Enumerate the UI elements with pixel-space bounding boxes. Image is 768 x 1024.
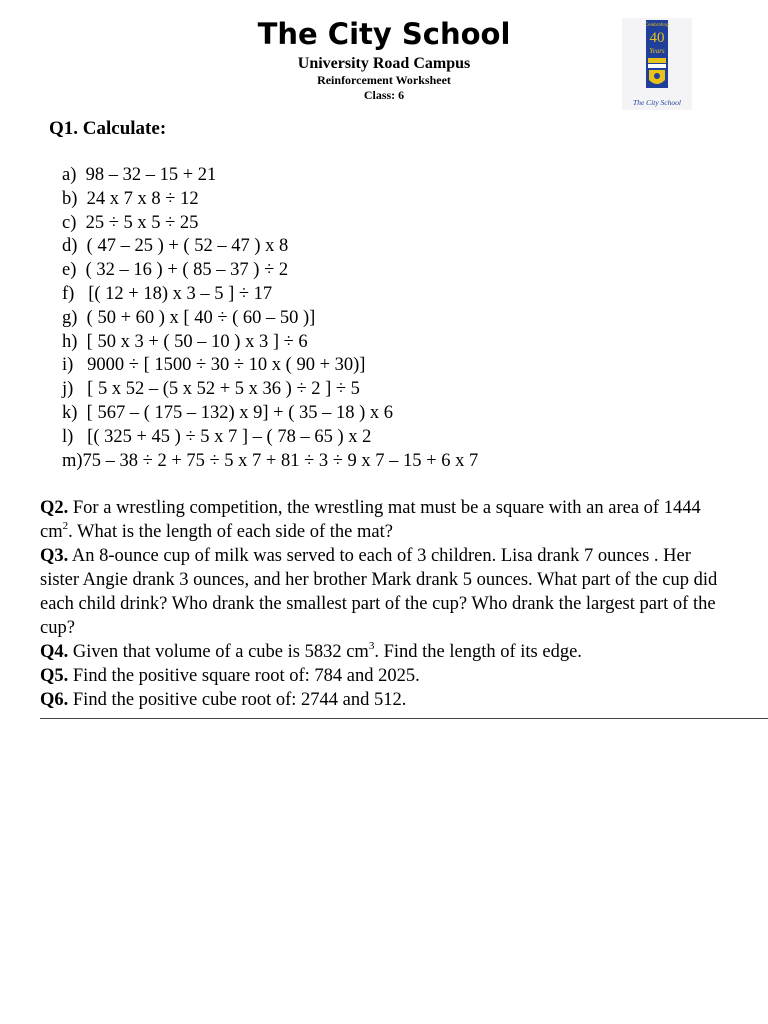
q1-item-g: g) ( 50 + 60 ) x [ 40 ÷ ( 60 – 50 )] [62, 307, 316, 328]
school-logo [622, 18, 692, 110]
q1-item-e: e) ( 32 – 16 ) + ( 85 – 37 ) ÷ 2 [62, 260, 289, 281]
divider-line [40, 718, 768, 719]
q4-text-a: Given that volume of a cube is 5832 cm [68, 642, 369, 662]
q2-paragraph [40, 496, 730, 544]
q4-paragraph [40, 640, 730, 664]
questions-section [40, 496, 730, 712]
q1-list [62, 164, 478, 473]
worksheet-title: Reinforcement Worksheet [317, 73, 451, 87]
q2-label: Q2. [40, 498, 69, 518]
q1-item-l: l) [( 325 + 45 ) ÷ 5 x 7 ] – ( 78 – 65 ) x 2 [62, 426, 372, 447]
q1-item-i: i) 9000 ÷ [ 1500 ÷ 30 ÷ 10 x ( 90 + 30)] [62, 355, 366, 376]
q5-text: Find the positive square root of: 784 and 2025. [68, 666, 420, 686]
q5-paragraph [40, 664, 730, 688]
campus-name: University Road Campus [297, 55, 471, 72]
q6-paragraph [40, 688, 730, 712]
class-label: Class: 6 [363, 88, 405, 102]
q1-item-b: b) 24 x 7 x 8 ÷ 12 [62, 188, 199, 209]
school-title: The City School [257, 17, 511, 51]
q4-text-b: . Find the length of its edge. [374, 642, 582, 662]
q6-text: Find the positive cube root of: 2744 and 512. [68, 690, 407, 710]
q3-text: An 8-ounce cup of milk was served to each of 3 children. Lisa drank 7 ounces . Her sister Angie drank 3 ounces, and her brother Mark drank 5 ounces. What part of the cup did each child drink? Who drank the smallest part of the cup? Who drank the largest part of the cup? [40, 546, 718, 638]
q1-item-j: j) [ 5 x 52 – (5 x 52 + 5 x 36 ) ÷ 2 ] ÷ 5 [62, 379, 360, 400]
q1-item-a: a) 98 – 32 – 15 + 21 [62, 165, 217, 185]
q1-item-m: m)75 – 38 ÷ 2 + 75 ÷ 5 x 7 + 81 ÷ 3 ÷ 9 x 7 – 15 + 6 x 7 [62, 450, 479, 471]
q2-text-b: . What is the length of each side of the mat? [68, 522, 393, 542]
q2-superscript: 2 [62, 519, 69, 532]
q1-item-c: c) 25 ÷ 5 x 5 ÷ 25 [62, 212, 199, 233]
q1-item-d: d) ( 47 – 25 ) + ( 52 – 47 ) x 8 [62, 236, 289, 257]
q3-paragraph [40, 544, 730, 640]
q1-item-f: f) [( 12 + 18) x 3 – 5 ] ÷ 17 [62, 283, 273, 304]
q6-label: Q6. [40, 690, 69, 710]
q2-text-a: For a wrestling competition, the wrestling mat must be a square with an area of 1444 cm [40, 498, 701, 542]
q1-heading: Q1. Calculate: [49, 118, 167, 139]
q5-label: Q5. [40, 666, 69, 686]
logo-caption: The City School [633, 98, 681, 107]
q1-item-h: h) [ 50 x 3 + ( 50 – 10 ) x 3 ] ÷ 6 [62, 331, 308, 352]
q4-superscript: 3 [368, 639, 375, 652]
logo-top-text: Celebrating [645, 22, 669, 27]
q4-label: Q4. [40, 642, 69, 662]
logo-years: Years [649, 47, 665, 55]
q3-label: Q3. [40, 546, 69, 566]
q1-item-k: k) [ 567 – ( 175 – 132) x 9] + ( 35 – 18 ) x 6 [62, 402, 394, 423]
logo-number: 40 [649, 30, 665, 46]
